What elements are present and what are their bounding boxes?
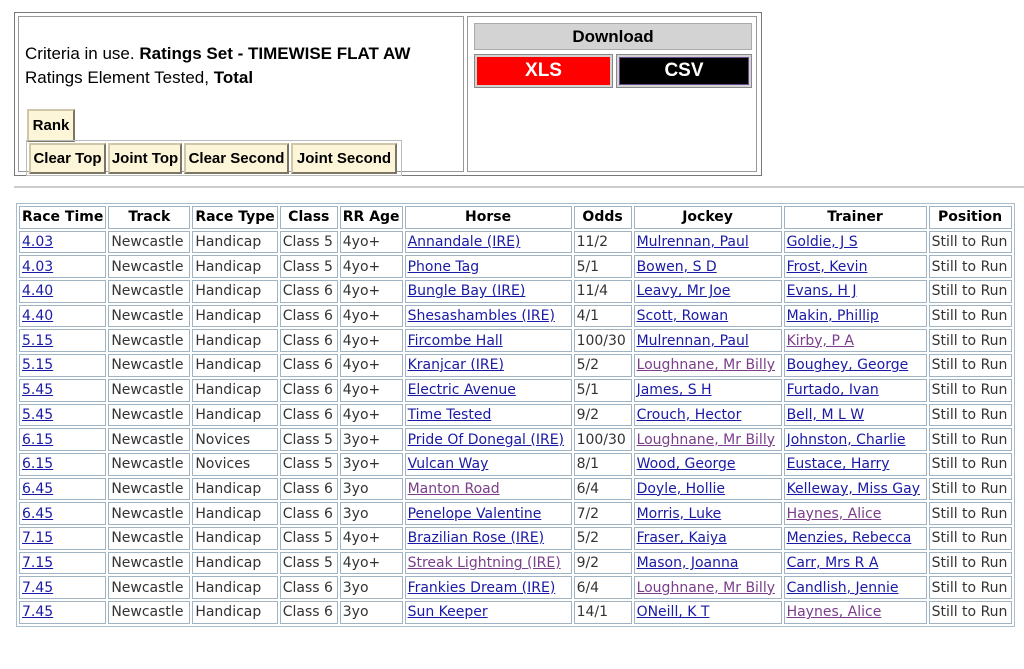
race-type-cell: Handicap <box>192 329 277 352</box>
table-row <box>19 379 1012 402</box>
table-row <box>19 329 1012 352</box>
track-cell: Newcastle <box>108 502 190 525</box>
track-cell: Newcastle <box>108 428 190 451</box>
rr-age-cell: 4yo+ <box>340 231 403 254</box>
race-time-cell <box>19 453 106 476</box>
odds-cell: 6/4 <box>574 478 632 501</box>
criteria-line <box>25 44 410 64</box>
column-header-horse[interactable]: Horse <box>405 206 572 229</box>
class-cell: Class 6 <box>280 305 338 328</box>
race-time-cell <box>19 255 106 278</box>
race-time-cell <box>19 404 106 427</box>
race-time-cell <box>19 601 106 624</box>
column-header-trainer[interactable]: Trainer <box>784 206 927 229</box>
jockey-cell <box>634 552 782 575</box>
race-time-link[interactable]: 7.45 <box>22 579 54 596</box>
rr-age-cell: 4yo+ <box>340 255 403 278</box>
class-cell: Class 6 <box>280 280 338 303</box>
column-header-rr-age[interactable]: RR Age <box>340 206 403 229</box>
trainer-cell <box>784 280 927 303</box>
horse-link[interactable]: Frankies Dream (IRE) <box>407 579 556 596</box>
position-cell: Still to Run <box>929 231 1012 254</box>
race-type-cell: Handicap <box>192 255 277 278</box>
joint-top-button[interactable]: Joint Top <box>108 143 182 174</box>
table-row <box>19 527 1012 550</box>
table-row <box>19 576 1012 599</box>
horse-cell <box>405 329 572 352</box>
rr-age-cell: 4yo+ <box>340 404 403 427</box>
class-cell: Class 5 <box>280 428 338 451</box>
race-type-cell: Handicap <box>192 379 277 402</box>
odds-cell: 9/2 <box>574 404 632 427</box>
odds-cell: 5/1 <box>574 255 632 278</box>
class-cell: Class 6 <box>280 354 338 377</box>
race-time-link[interactable]: 5.45 <box>22 382 54 399</box>
clear-top-button[interactable]: Clear Top <box>29 143 106 174</box>
position-cell: Still to Run <box>929 527 1012 550</box>
trainer-link[interactable]: Goldie, J S <box>786 234 858 251</box>
class-cell: Class 5 <box>280 527 338 550</box>
race-type-cell: Novices <box>192 428 277 451</box>
jockey-cell <box>634 576 782 599</box>
race-time-link[interactable]: 5.15 <box>22 357 54 374</box>
race-time-link[interactable]: 5.15 <box>22 332 54 349</box>
rank-button[interactable]: Rank <box>27 109 75 142</box>
jockey-cell <box>634 404 782 427</box>
race-type-cell: Handicap <box>192 478 277 501</box>
jockey-cell <box>634 255 782 278</box>
trainer-link[interactable]: Menzies, Rebecca <box>786 530 912 547</box>
odds-cell: 5/2 <box>574 527 632 550</box>
table-row <box>19 231 1012 254</box>
trainer-link[interactable]: Bell, M L W <box>786 406 865 423</box>
horse-cell <box>405 478 572 501</box>
track-cell: Newcastle <box>108 576 190 599</box>
race-type-cell: Handicap <box>192 231 277 254</box>
race-time-link[interactable]: 6.45 <box>22 480 54 497</box>
xls-button-frame <box>474 54 613 88</box>
race-type-cell: Handicap <box>192 601 277 624</box>
trainer-cell <box>784 354 927 377</box>
race-time-link[interactable]: 6.15 <box>22 456 54 473</box>
trainer-cell <box>784 552 927 575</box>
jockey-link[interactable]: Wood, George <box>636 456 736 473</box>
position-cell: Still to Run <box>929 354 1012 377</box>
odds-cell: 11/2 <box>574 231 632 254</box>
trainer-link[interactable]: Frost, Kevin <box>786 258 868 275</box>
column-header-race-type[interactable]: Race Type <box>192 206 277 229</box>
jockey-cell <box>634 379 782 402</box>
race-time-cell <box>19 231 106 254</box>
race-time-cell <box>19 329 106 352</box>
track-cell: Newcastle <box>108 280 190 303</box>
position-cell: Still to Run <box>929 379 1012 402</box>
position-cell: Still to Run <box>929 478 1012 501</box>
race-time-cell <box>19 527 106 550</box>
trainer-cell <box>784 527 927 550</box>
race-time-cell <box>19 379 106 402</box>
position-cell: Still to Run <box>929 453 1012 476</box>
trainer-link[interactable]: Boughey, George <box>786 357 909 374</box>
race-time-link[interactable]: 7.15 <box>22 530 54 547</box>
jockey-link[interactable]: Mulrennan, Paul <box>636 234 749 251</box>
trainer-cell <box>784 601 927 624</box>
position-cell: Still to Run <box>929 305 1012 328</box>
horse-cell <box>405 601 572 624</box>
column-header-jockey[interactable]: Jockey <box>634 206 782 229</box>
jockey-cell <box>634 305 782 328</box>
race-type-cell: Handicap <box>192 502 277 525</box>
trainer-cell <box>784 453 927 476</box>
rr-age-cell: 3yo+ <box>340 453 403 476</box>
ratings-set-label: Ratings Set - TIMEWISE FLAT AW <box>139 44 411 63</box>
horse-link[interactable]: Manton Road <box>407 480 500 497</box>
jockey-cell <box>634 502 782 525</box>
class-cell: Class 5 <box>280 552 338 575</box>
jockey-link[interactable]: Doyle, Hollie <box>636 480 725 497</box>
download-xls-button[interactable]: XLS <box>477 57 610 85</box>
horse-cell <box>405 255 572 278</box>
trainer-cell <box>784 305 927 328</box>
odds-cell: 6/4 <box>574 576 632 599</box>
track-cell: Newcastle <box>108 453 190 476</box>
jockey-cell <box>634 329 782 352</box>
race-time-cell <box>19 280 106 303</box>
race-time-cell <box>19 354 106 377</box>
horse-link[interactable]: Phone Tag <box>407 258 480 275</box>
race-time-link[interactable]: 4.40 <box>22 308 54 325</box>
download-title: Download <box>474 23 752 50</box>
jockey-link[interactable]: Loughnane, Mr Billy <box>636 579 775 596</box>
horse-cell <box>405 354 572 377</box>
race-type-cell: Handicap <box>192 280 277 303</box>
jockey-cell <box>634 453 782 476</box>
race-time-cell <box>19 478 106 501</box>
race-time-cell <box>19 305 106 328</box>
class-cell: Class 5 <box>280 255 338 278</box>
jockey-cell <box>634 478 782 501</box>
race-time-link[interactable]: 4.40 <box>22 283 54 300</box>
odds-cell: 7/2 <box>574 502 632 525</box>
race-type-cell: Handicap <box>192 305 277 328</box>
trainer-link[interactable]: Eustace, Harry <box>786 456 890 473</box>
track-cell: Newcastle <box>108 527 190 550</box>
ratings-element-value: Total <box>213 68 254 87</box>
horse-cell <box>405 231 572 254</box>
criteria-prefix: Criteria in use. <box>25 44 135 63</box>
jockey-cell <box>634 428 782 451</box>
jockey-link[interactable]: ONeill, K T <box>636 604 710 621</box>
position-cell: Still to Run <box>929 280 1012 303</box>
race-time-cell <box>19 576 106 599</box>
horse-cell <box>405 379 572 402</box>
trainer-link[interactable]: Kelleway, Miss Gay <box>786 480 920 497</box>
race-type-cell: Handicap <box>192 552 277 575</box>
table-row <box>19 478 1012 501</box>
track-cell: Newcastle <box>108 552 190 575</box>
ratings-element-prefix: Ratings Element Tested, <box>25 68 209 87</box>
horse-cell <box>405 453 572 476</box>
rr-age-cell: 4yo+ <box>340 552 403 575</box>
horse-cell <box>405 552 572 575</box>
race-time-cell <box>19 552 106 575</box>
track-cell: Newcastle <box>108 255 190 278</box>
track-cell: Newcastle <box>108 354 190 377</box>
horse-link[interactable]: Kranjcar (IRE) <box>407 357 504 374</box>
trainer-link[interactable]: Candlish, Jennie <box>786 579 899 596</box>
column-header-position[interactable]: Position <box>929 206 1012 229</box>
position-cell: Still to Run <box>929 329 1012 352</box>
race-time-link[interactable]: 6.15 <box>22 431 54 448</box>
horse-link[interactable]: Vulcan Way <box>407 456 489 473</box>
trainer-link[interactable]: Haynes, Alice <box>786 505 882 522</box>
rr-age-cell: 3yo <box>340 478 403 501</box>
odds-cell: 9/2 <box>574 552 632 575</box>
position-cell: Still to Run <box>929 502 1012 525</box>
jockey-link[interactable]: Leavy, Mr Joe <box>636 283 731 300</box>
track-cell: Newcastle <box>108 478 190 501</box>
jockey-link[interactable]: Mason, Joanna <box>636 554 739 571</box>
joint-second-button[interactable]: Joint Second <box>291 143 397 174</box>
class-cell: Class 6 <box>280 329 338 352</box>
horse-cell <box>405 404 572 427</box>
odds-cell: 4/1 <box>574 305 632 328</box>
trainer-link[interactable]: Furtado, Ivan <box>786 382 879 399</box>
results-table-frame <box>16 203 1015 627</box>
horse-cell <box>405 305 572 328</box>
jockey-link[interactable]: Scott, Rowan <box>636 308 729 325</box>
column-header-class[interactable]: Class <box>280 206 338 229</box>
trainer-cell <box>784 502 927 525</box>
race-type-cell: Novices <box>192 453 277 476</box>
trainer-link[interactable]: Makin, Phillip <box>786 308 879 325</box>
trainer-cell <box>784 404 927 427</box>
race-time-cell <box>19 502 106 525</box>
class-cell: Class 6 <box>280 576 338 599</box>
table-row <box>19 255 1012 278</box>
criteria-box <box>18 16 464 172</box>
horse-link[interactable]: Annandale (IRE) <box>407 234 521 251</box>
odds-cell: 100/30 <box>574 329 632 352</box>
class-cell: Class 5 <box>280 453 338 476</box>
position-cell: Still to Run <box>929 404 1012 427</box>
jockey-link[interactable]: Crouch, Hector <box>636 406 742 423</box>
horse-link[interactable]: Electric Avenue <box>407 382 516 399</box>
trainer-link[interactable]: Johnston, Charlie <box>786 431 906 448</box>
class-cell: Class 6 <box>280 404 338 427</box>
trainer-link[interactable]: Kirby, P A <box>786 332 854 349</box>
rr-age-cell: 4yo+ <box>340 280 403 303</box>
horse-link[interactable]: Sun Keeper <box>407 604 488 621</box>
race-time-link[interactable]: 6.45 <box>22 505 54 522</box>
odds-cell: 100/30 <box>574 428 632 451</box>
track-cell: Newcastle <box>108 231 190 254</box>
horse-link[interactable]: Time Tested <box>407 406 492 423</box>
position-cell: Still to Run <box>929 428 1012 451</box>
clear-second-button[interactable]: Clear Second <box>184 143 289 174</box>
trainer-cell <box>784 379 927 402</box>
horse-cell <box>405 527 572 550</box>
odds-cell: 5/2 <box>574 354 632 377</box>
jockey-cell <box>634 231 782 254</box>
odds-cell: 11/4 <box>574 280 632 303</box>
race-type-cell: Handicap <box>192 404 277 427</box>
jockey-cell <box>634 280 782 303</box>
race-time-link[interactable]: 4.03 <box>22 258 54 275</box>
criteria-panel <box>14 12 762 176</box>
results-table <box>17 204 1014 626</box>
rr-age-cell: 3yo <box>340 576 403 599</box>
rr-age-cell: 4yo+ <box>340 329 403 352</box>
horse-cell <box>405 428 572 451</box>
track-cell: Newcastle <box>108 601 190 624</box>
position-cell: Still to Run <box>929 552 1012 575</box>
results-table-body <box>19 231 1012 624</box>
column-header-track[interactable]: Track <box>108 206 190 229</box>
rr-age-cell: 4yo+ <box>340 379 403 402</box>
horse-link[interactable]: Bungle Bay (IRE) <box>407 283 526 300</box>
jockey-link[interactable]: Fraser, Kaiya <box>636 530 727 547</box>
horse-link[interactable]: Fircombe Hall <box>407 332 503 349</box>
race-time-link[interactable]: 4.03 <box>22 234 54 251</box>
jockey-link[interactable]: Mulrennan, Paul <box>636 332 749 349</box>
rr-age-cell: 4yo+ <box>340 527 403 550</box>
table-row <box>19 354 1012 377</box>
track-cell: Newcastle <box>108 404 190 427</box>
download-panel <box>467 16 757 172</box>
trainer-cell <box>784 478 927 501</box>
jockey-cell <box>634 354 782 377</box>
jockey-cell <box>634 527 782 550</box>
trainer-cell <box>784 231 927 254</box>
rr-age-cell: 4yo+ <box>340 354 403 377</box>
race-type-cell: Handicap <box>192 354 277 377</box>
csv-button-frame <box>616 54 752 88</box>
position-cell: Still to Run <box>929 255 1012 278</box>
column-header-race-time[interactable]: Race Time <box>19 206 106 229</box>
table-row <box>19 280 1012 303</box>
table-header-row <box>19 206 1012 229</box>
class-cell: Class 5 <box>280 231 338 254</box>
horse-link[interactable]: Streak Lightning (IRE) <box>407 554 561 571</box>
class-cell: Class 6 <box>280 379 338 402</box>
rr-age-cell: 3yo+ <box>340 428 403 451</box>
horse-cell <box>405 502 572 525</box>
horse-link[interactable]: Pride Of Donegal (IRE) <box>407 431 565 448</box>
race-time-link[interactable]: 7.15 <box>22 554 54 571</box>
horse-cell <box>405 576 572 599</box>
rr-age-cell: 3yo <box>340 601 403 624</box>
class-cell: Class 6 <box>280 478 338 501</box>
horse-link[interactable]: Penelope Valentine <box>407 505 542 522</box>
trainer-link[interactable]: Evans, H J <box>786 283 857 300</box>
table-row <box>19 404 1012 427</box>
jockey-link[interactable]: James, S H <box>636 382 712 399</box>
rr-age-cell: 4yo+ <box>340 305 403 328</box>
trainer-link[interactable]: Carr, Mrs R A <box>786 554 879 571</box>
track-cell: Newcastle <box>108 305 190 328</box>
position-cell: Still to Run <box>929 576 1012 599</box>
section-divider <box>14 186 1024 188</box>
column-header-odds[interactable]: Odds <box>574 206 632 229</box>
table-row <box>19 502 1012 525</box>
race-type-cell: Handicap <box>192 527 277 550</box>
horse-link[interactable]: Shesashambles (IRE) <box>407 308 555 325</box>
horse-cell <box>405 280 572 303</box>
track-cell: Newcastle <box>108 379 190 402</box>
track-cell: Newcastle <box>108 329 190 352</box>
race-time-link[interactable]: 5.45 <box>22 406 54 423</box>
race-time-link[interactable]: 7.45 <box>22 604 54 621</box>
trainer-cell <box>784 428 927 451</box>
odds-cell: 8/1 <box>574 453 632 476</box>
rr-age-cell: 3yo <box>340 502 403 525</box>
ratings-element-line <box>25 68 253 88</box>
table-row <box>19 552 1012 575</box>
jockey-link[interactable]: Morris, Luke <box>636 505 722 522</box>
jockey-link[interactable]: Bowen, S D <box>636 258 717 275</box>
class-cell: Class 6 <box>280 601 338 624</box>
odds-cell: 5/1 <box>574 379 632 402</box>
table-row <box>19 453 1012 476</box>
race-type-cell: Handicap <box>192 576 277 599</box>
class-cell: Class 6 <box>280 502 338 525</box>
horse-link[interactable]: Brazilian Rose (IRE) <box>407 530 545 547</box>
jockey-cell <box>634 601 782 624</box>
table-row <box>19 601 1012 624</box>
jockey-link[interactable]: Loughnane, Mr Billy <box>636 357 775 374</box>
odds-cell: 14/1 <box>574 601 632 624</box>
trainer-link[interactable]: Haynes, Alice <box>786 604 882 621</box>
selection-button-group <box>26 140 402 176</box>
table-row <box>19 305 1012 328</box>
jockey-link[interactable]: Loughnane, Mr Billy <box>636 431 775 448</box>
race-time-cell <box>19 428 106 451</box>
trainer-cell <box>784 329 927 352</box>
trainer-cell <box>784 576 927 599</box>
table-row <box>19 428 1012 451</box>
download-csv-button[interactable]: CSV <box>619 57 749 85</box>
position-cell: Still to Run <box>929 601 1012 624</box>
trainer-cell <box>784 255 927 278</box>
